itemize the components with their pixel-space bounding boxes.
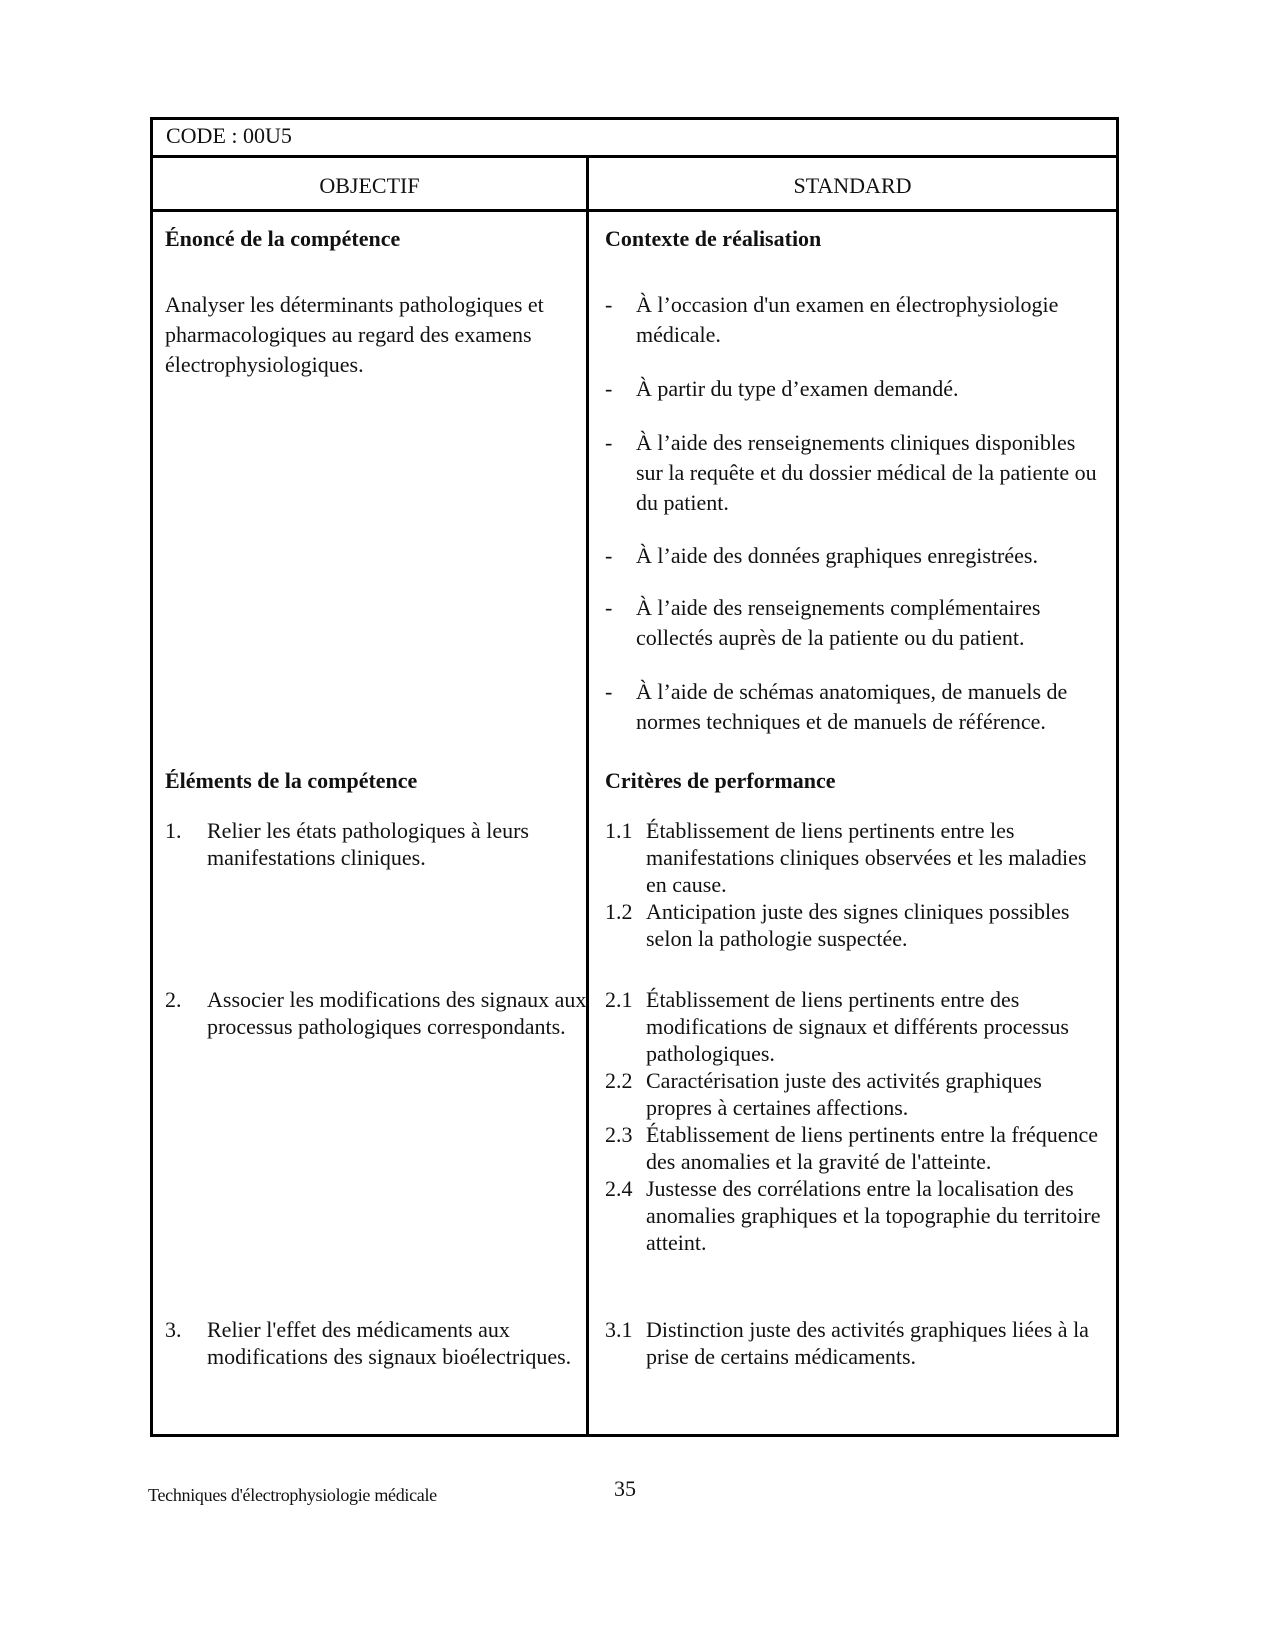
header-standard: STANDARD [793, 173, 912, 198]
elements-title: Éléments de la compétence [165, 768, 418, 793]
critere-number: 2.4 [605, 1176, 633, 1201]
contexte-item-text: À l’aide des données graphiques enregistrées. [636, 543, 1038, 568]
element-text: Associer les modifications des signaux aux processus pathologiques correspondants. [207, 987, 587, 1039]
competency-table [150, 117, 1119, 1437]
list-dash: - [605, 679, 613, 704]
header-objectif: OBJECTIF [319, 173, 420, 198]
element-number: 1. [165, 818, 182, 843]
list-dash: - [605, 376, 613, 401]
critere-number: 1.1 [605, 818, 633, 843]
enonce-text: Analyser les déterminants pathologiques et pharmacologiques au regard des examens électrophysiologiques. [165, 292, 544, 377]
contexte-item-text: À partir du type d’examen demandé. [636, 376, 959, 401]
contexte-item-text: À l’aide des renseignements cliniques disponibles sur la requête et du dossier médical de la patiente ou du patient. [636, 430, 1097, 515]
footer-program-title: Techniques d'électrophysiologie médicale [148, 1485, 437, 1505]
critere-number: 3.1 [605, 1317, 633, 1342]
critere-text: Justesse des corrélations entre la localisation des anomalies graphiques et la topographie du territoire atteint. [646, 1176, 1101, 1255]
list-dash: - [605, 430, 613, 455]
critere-text: Caractérisation juste des activités graphiques propres à certaines affections. [646, 1068, 1042, 1120]
contexte-title: Contexte de réalisation [605, 226, 822, 251]
enonce-title: Énoncé de la compétence [165, 226, 401, 251]
critere-number: 2.1 [605, 987, 633, 1012]
critere-text: Établissement de liens pertinents entre la fréquence des anomalies et la gravité de l'atteinte. [646, 1122, 1099, 1174]
criteres-title: Critères de performance [605, 768, 836, 793]
critere-text: Établissement de liens pertinents entre les manifestations cliniques observées et les maladies en cause. [646, 818, 1087, 897]
list-dash: - [605, 292, 613, 317]
critere-number: 2.2 [605, 1068, 633, 1093]
contexte-item-text: À l’aide de schémas anatomiques, de manuels de normes techniques et de manuels de référence. [636, 679, 1068, 734]
contexte-item-text: À l’occasion d'un examen en électrophysiologie médicale. [636, 292, 1059, 347]
contexte-item-text: À l’aide des renseignements complémentaires collectés auprès de la patiente ou du patient. [636, 595, 1041, 650]
list-dash: - [605, 543, 613, 568]
element-text: Relier l'effet des médicaments aux modifications des signaux bioélectriques. [207, 1317, 572, 1369]
critere-number: 2.3 [605, 1122, 633, 1147]
element-text: Relier les états pathologiques à leurs manifestations cliniques. [207, 818, 529, 870]
element-number: 2. [165, 987, 182, 1012]
critere-text: Établissement de liens pertinents entre des modifications de signaux et différents processus pathologiques. [646, 987, 1069, 1066]
critere-text: Distinction juste des activités graphiques liées à la prise de certains médicaments. [646, 1317, 1089, 1369]
critere-number: 1.2 [605, 899, 633, 924]
page-number: 35 [614, 1476, 636, 1501]
list-dash: - [605, 595, 613, 620]
column-divider [586, 158, 589, 1434]
critere-text: Anticipation juste des signes cliniques possibles selon la pathologie suspectée. [646, 899, 1070, 951]
code-label: CODE : 00U5 [153, 120, 1116, 158]
header-row [153, 158, 1116, 212]
element-number: 3. [165, 1317, 182, 1342]
